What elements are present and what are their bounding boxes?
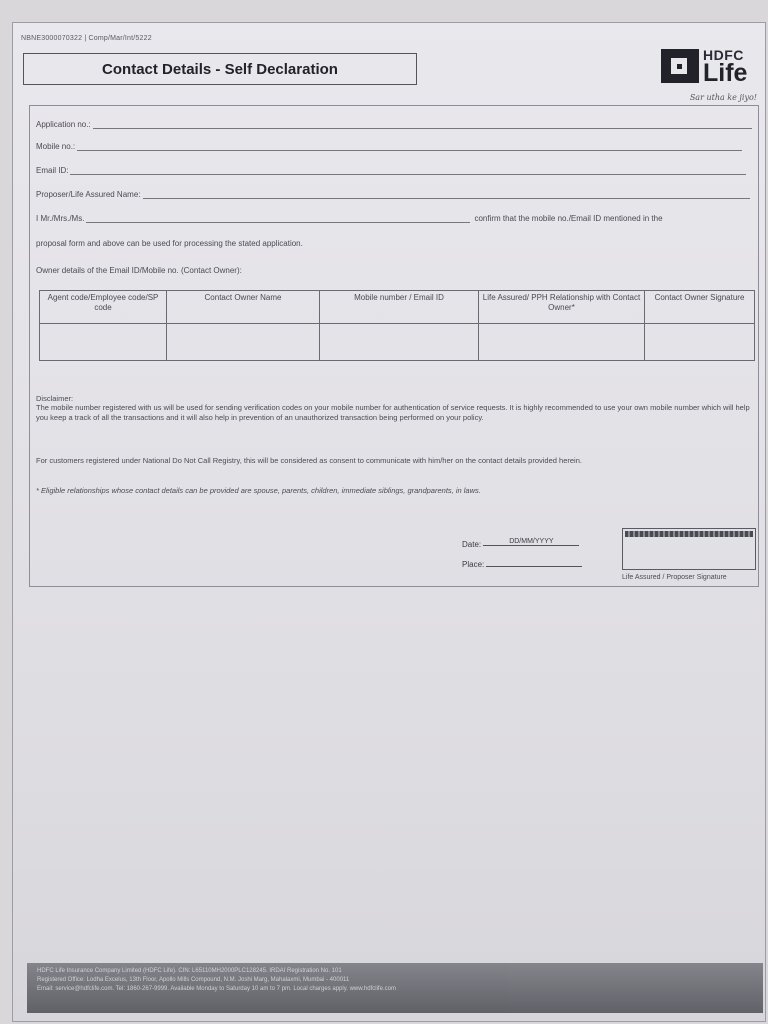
- header-agent-code: Agent code/Employee code/SP code: [40, 291, 167, 324]
- logo-tagline: Sar utha ke jiyo!: [689, 93, 757, 102]
- place-label: Place:: [462, 560, 485, 569]
- mobile-no-line[interactable]: [77, 142, 742, 151]
- application-no-label: Application no.:: [36, 120, 91, 129]
- date-label: Date:: [462, 540, 482, 549]
- place-line[interactable]: [486, 558, 582, 567]
- email-id-label: Email ID:: [36, 166, 69, 175]
- mobile-no-field[interactable]: [36, 142, 742, 151]
- signature-box-stamp: [625, 531, 753, 537]
- table-row: [40, 324, 755, 361]
- email-id-field[interactable]: [36, 166, 746, 175]
- proposer-name-field[interactable]: [36, 190, 750, 199]
- form-sheet: [12, 22, 766, 1022]
- declaration-panel: [29, 105, 759, 587]
- header-owner-signature: Contact Owner Signature: [645, 291, 755, 324]
- cell-relationship[interactable]: [479, 324, 645, 361]
- eligible-relationships-note: * Eligible relationships whose contact details can be provided are spouse, parents, children, immediate siblings, grandparents, in laws.: [36, 486, 481, 495]
- proposer-name-label: Proposer/Life Assured Name:: [36, 190, 141, 199]
- logo-brand-line2: Life: [703, 59, 748, 87]
- form-code: NBNE3000070322 | Comp/Mar/Int/5222: [21, 35, 152, 42]
- logo-square-icon: [661, 49, 699, 83]
- disclaimer-para2: For customers registered under National Do Not Call Registry, this will be considered as consent to communicate with him/her on the contact details provided herein.: [36, 456, 582, 465]
- mobile-no-label: Mobile no.:: [36, 142, 76, 151]
- header-contact-owner-name: Contact Owner Name: [167, 291, 320, 324]
- salutation-field[interactable]: [36, 214, 752, 223]
- proposer-name-line[interactable]: [143, 190, 751, 199]
- cell-owner-signature[interactable]: [645, 324, 755, 361]
- header-mobile-email: Mobile number / Email ID: [320, 291, 479, 324]
- date-field[interactable]: [462, 540, 579, 550]
- cell-agent-code[interactable]: [40, 324, 167, 361]
- table-header-row: [40, 291, 755, 324]
- salutation-line[interactable]: [86, 214, 470, 223]
- disclaimer-para1: The mobile number registered with us will be used for sending verification codes on your mobile number for authentication of service requests. It is highly recommended to use your own mobile number which will help you keep a track of all the transactions and it will also help in prevention of an unauthorized transaction being performed on your policy.: [36, 403, 750, 422]
- disclaimer-heading: Disclaimer:: [36, 394, 74, 403]
- salutation-label: I Mr./Mrs./Ms.: [36, 214, 85, 223]
- contact-owner-table: [39, 290, 755, 361]
- footer: [27, 963, 763, 1013]
- confirm-text-2: proposal form and above can be used for processing the stated application.: [36, 239, 303, 248]
- page-title: Contact Details - Self Declaration: [23, 53, 417, 85]
- hdfc-life-logo: [659, 43, 759, 109]
- cell-mobile-email[interactable]: [320, 324, 479, 361]
- signature-label: Life Assured / Proposer Signature: [622, 574, 727, 581]
- confirm-text: confirm that the mobile no./Email ID mentioned in the: [474, 214, 663, 223]
- signature-box[interactable]: [622, 528, 756, 570]
- date-placeholder[interactable]: DD/MM/YYYY: [483, 538, 579, 546]
- owner-details-label: Owner details of the Email ID/Mobile no. (Contact Owner):: [36, 266, 242, 275]
- application-no-line[interactable]: [93, 120, 752, 129]
- footer-line2: Registered Office: Lodha Excelus, 13th Floor, Apollo Mills Compound, N.M. Joshi Marg, Mahalaxmi, Mumbai - 400011: [37, 977, 350, 983]
- logo-brand-line1: HDFC: [703, 47, 744, 63]
- email-id-line[interactable]: [70, 166, 746, 175]
- header-relationship: Life Assured/ PPH Relationship with Contact Owner*: [479, 291, 645, 324]
- footer-line3: Email: service@hdfclife.com. Tel: 1860-267-9999. Available Monday to Saturday 10 am to 7 pm. Local charges apply. www.hdfclife.com: [37, 986, 396, 992]
- footer-line1: HDFC Life Insurance Company Limited (HDFC Life). CIN: L65110MH2000PLC128245. IRDAI Registration No. 101: [37, 968, 342, 974]
- cell-contact-owner-name[interactable]: [167, 324, 320, 361]
- place-field[interactable]: [462, 558, 582, 569]
- application-no-field[interactable]: [36, 120, 752, 129]
